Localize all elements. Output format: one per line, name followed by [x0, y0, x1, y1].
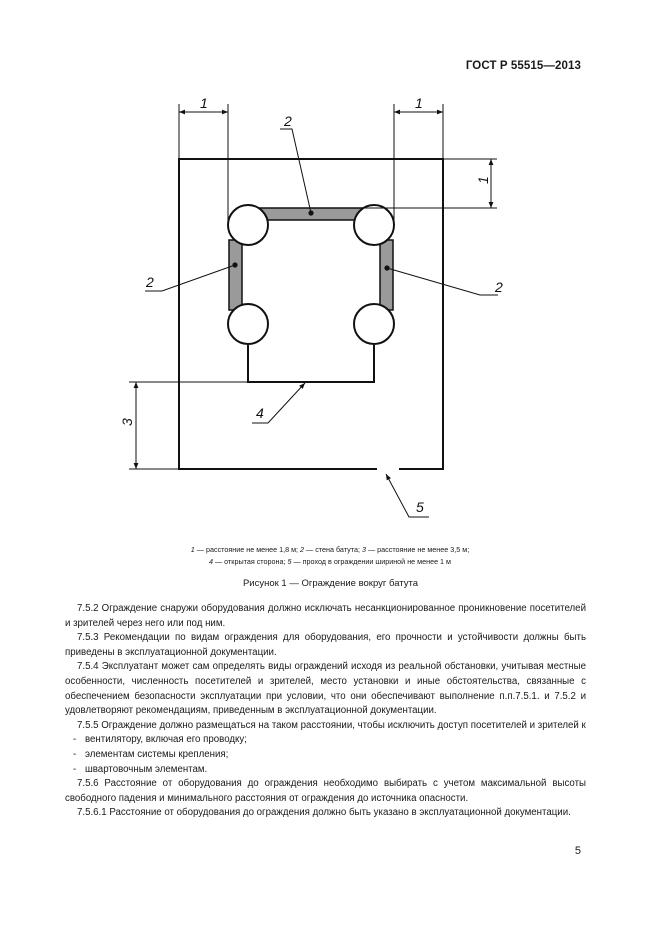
fence-outline: [179, 159, 443, 469]
body-text: [65, 602, 586, 821]
paragraph-7-5-6: 7.5.6 Расстояние от оборудования до ограждения необходимо выбирать с учетом максимальной высоты свободного падения и минимального расстояния от ограждения до источника опасности.: [65, 778, 586, 804]
label-dim-right: 1: [475, 176, 491, 184]
figure-legend: [100, 544, 560, 567]
label-dim-top-right: 1: [415, 95, 423, 111]
paragraph-7-5-3: 7.5.3 Рекомендации по видам ограждения для оборудования, его прочности и устойчивости должны быть приведены в эксплуатационной документации.: [65, 632, 586, 658]
paragraph-7-5-4: 7.5.4 Эксплуатант может сам определять виды ограждений исходя из реальной обстановки, учитывая местные особенности, численность посетителей и зрителей, место установки и иные обстоятельства, связанные с обеспечением безопасности эксплуатации при условии, что они обеспечивают выполнение п.п.7.5.1. и 7.5.2 и удовлетворяют рекомендациям, приведенным в эксплуатационной документации.: [65, 661, 586, 717]
figure-caption: Рисунок 1 — Ограждение вокруг батута: [242, 578, 419, 589]
label-dim-top-left: 1: [200, 95, 208, 111]
document-header: ГОСТ Р 55515—2013: [465, 60, 581, 72]
paragraph-7-5-2: 7.5.2 Ограждение снаружи оборудования должно исключать несанкционированное проникновение посетителей и зрителей через него или под ним.: [65, 603, 586, 629]
list-item: - элементам системы крепления;: [73, 748, 229, 760]
label-wall-top: 2: [284, 113, 292, 129]
legend-line-1: 1 — расстояние не менее 1,8 м; 2 — стена батута; 3 — расстояние не менее 3,5 м;: [190, 545, 470, 554]
label-dim-bottom: 3: [119, 418, 135, 426]
label-wall-left: 2: [146, 274, 154, 290]
page-number: 5: [574, 845, 581, 857]
trampoline-columns: [228, 205, 394, 344]
label-wall-right: 2: [495, 279, 503, 295]
open-side-outline: [248, 345, 374, 382]
label-open-side: 4: [256, 405, 264, 421]
label-passage: 5: [416, 499, 424, 515]
paragraph-7-5-6-1: 7.5.6.1 Расстояние от оборудования до ограждения должно быть указано в эксплуатационной документации.: [77, 807, 571, 819]
list-item: - швартовочным элементам.: [73, 763, 208, 775]
legend-line-2: 4 — открытая сторона; 5 — проход в ограждении шириной не менее 1 м: [208, 556, 451, 566]
paragraph-7-5-5: 7.5.5 Ограждение должно размещаться на таком расстоянии, чтобы исключить доступ посетителей и зрителей к: [77, 719, 586, 731]
list-item: - вентилятору, включая его проводку;: [73, 734, 247, 746]
